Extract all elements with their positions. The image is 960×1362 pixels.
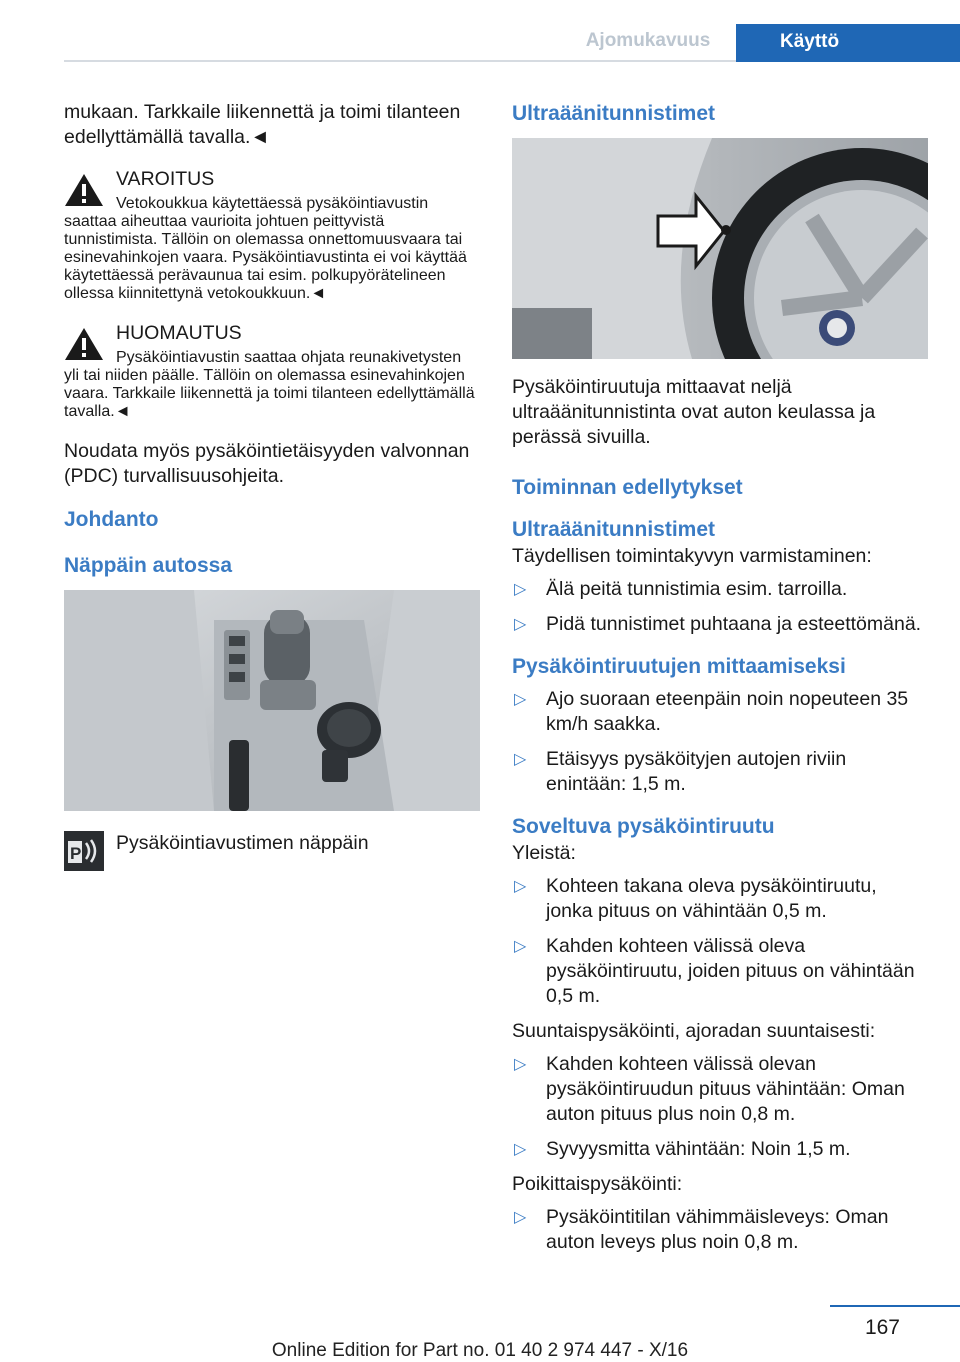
button-caption-text: Pysäköintiavustimen näppäin	[116, 832, 369, 854]
list-item: ▷ Ajo suoraan eteenpäin noin nopeuteen 35 km/h saakka.	[514, 688, 909, 735]
header-chapter-tab: Käyttö	[736, 24, 960, 62]
perpendicular-list	[512, 1205, 928, 1255]
full-function-text: Täydellisen toimintakyvyn varmistaminen:	[512, 545, 872, 567]
list-item: ▷ Kohteen takana oleva pysäköintiruutu, jonka pituus on vähintään 0,5 m.	[514, 875, 877, 922]
park-assist-button-icon	[64, 831, 104, 871]
warning-block-2	[64, 321, 480, 421]
list-item: ▷ Etäisyys pysäköityjen autojen riviin enintään: 1,5 m.	[514, 748, 847, 795]
general-list	[512, 874, 928, 1009]
subheading-measuring: Pysäköintiruutujen mittaamiseksi	[512, 655, 846, 678]
perpendicular-label: Poikittaispysäköinti:	[512, 1173, 683, 1195]
section-heading-preconditions: Toiminnan edellytykset	[512, 476, 743, 499]
warning-text: Vetokoukkua käytettäessä pysäköintiavustin saattaa aiheuttaa vaurioita johtuen peittyvistä tunnistimista. Tällöin on olemassa onnettomuusvaara tai esinevahinkojen vaara. Pysäköintiavustinta ei voi käyttää käytettäessä perävaunua tai esim. polkupyörätelineen ollessa kiinnitettynä vetokoukkuun.◄	[64, 195, 467, 302]
console-photo	[64, 590, 480, 811]
subheading-sensors: Ultraäänitunnistimet	[512, 518, 716, 541]
sensor-list	[512, 577, 928, 637]
list-item: ▷ Syvyysmitta vähintään: Noin 1,5 m.	[514, 1138, 851, 1160]
left-column	[64, 100, 480, 871]
list-item: ▷ Pysäköintitilan vähimmäisleveys: Oman auton leveys plus noin 0,8 m.	[514, 1206, 889, 1253]
warning-title: VAROITUS	[116, 168, 215, 190]
button-caption	[64, 831, 480, 871]
section-heading-intro: Johdanto	[64, 508, 159, 531]
list-item: ▷ Älä peitä tunnistimia esim. tarroilla.	[514, 578, 848, 600]
parallel-list	[512, 1052, 928, 1162]
list-item: ▷ Kahden kohteen välissä olevan pysäköintiruudun pituus vähintään: Oman auton pituus plus noin 0,8 m.	[514, 1053, 905, 1125]
general-label: Yleistä:	[512, 842, 576, 864]
intro-paragraph: mukaan. Tarkkaile liikennettä ja toimi tilanteen edellyttämällä tavalla.◄	[64, 101, 461, 148]
warning-triangle-icon	[64, 327, 104, 361]
list-item: ▷ Kahden kohteen välissä oleva pysäköintiruutu, joiden pituus on vähintään 0,5 m.	[514, 935, 915, 1007]
footer-rule	[830, 1305, 960, 1307]
warning-triangle-icon	[64, 173, 104, 207]
sensor-photo	[512, 138, 928, 359]
measure-list	[512, 687, 928, 797]
warning-block-1	[64, 167, 480, 303]
right-column	[512, 100, 928, 1265]
parallel-label: Suuntaispysäköinti, ajoradan suuntaisesti:	[512, 1020, 876, 1042]
safety-note-paragraph: Noudata myös pysäköintietäisyyden valvonnan (PDC) turvallisuusohjeita.	[64, 440, 470, 487]
header-section: Ajomukavuus	[585, 30, 711, 51]
edition-line: Online Edition for Part no. 01 40 2 974 447 - X/16	[271, 1340, 689, 1361]
subheading-suitable-space: Soveltuva pysäköintiruutu	[512, 815, 775, 838]
heading-sensors: Ultraäänitunnistimet	[512, 102, 716, 125]
page-number: 167	[864, 1316, 900, 1339]
notice-text: Pysäköintiavustin saattaa ohjata reunakivetysten yli tai niiden päälle. Tällöin on olemassa esinevahinkojen vaara. Tarkkaile liikennettä ja toimi tilanteen edellyttämällä tavalla.◄	[64, 349, 475, 420]
sensors-description: Pysäköintiruutuja mittaavat neljä ultraäänitunnistinta ovat auton keulassa ja perässä sivuilla.	[512, 376, 876, 448]
svg-text:P: P	[70, 844, 82, 863]
notice-title: HUOMAUTUS	[116, 322, 242, 344]
subheading-button: Näppäin autossa	[64, 554, 233, 577]
list-item: ▷ Pidä tunnistimet puhtaana ja esteettömänä.	[514, 613, 922, 635]
